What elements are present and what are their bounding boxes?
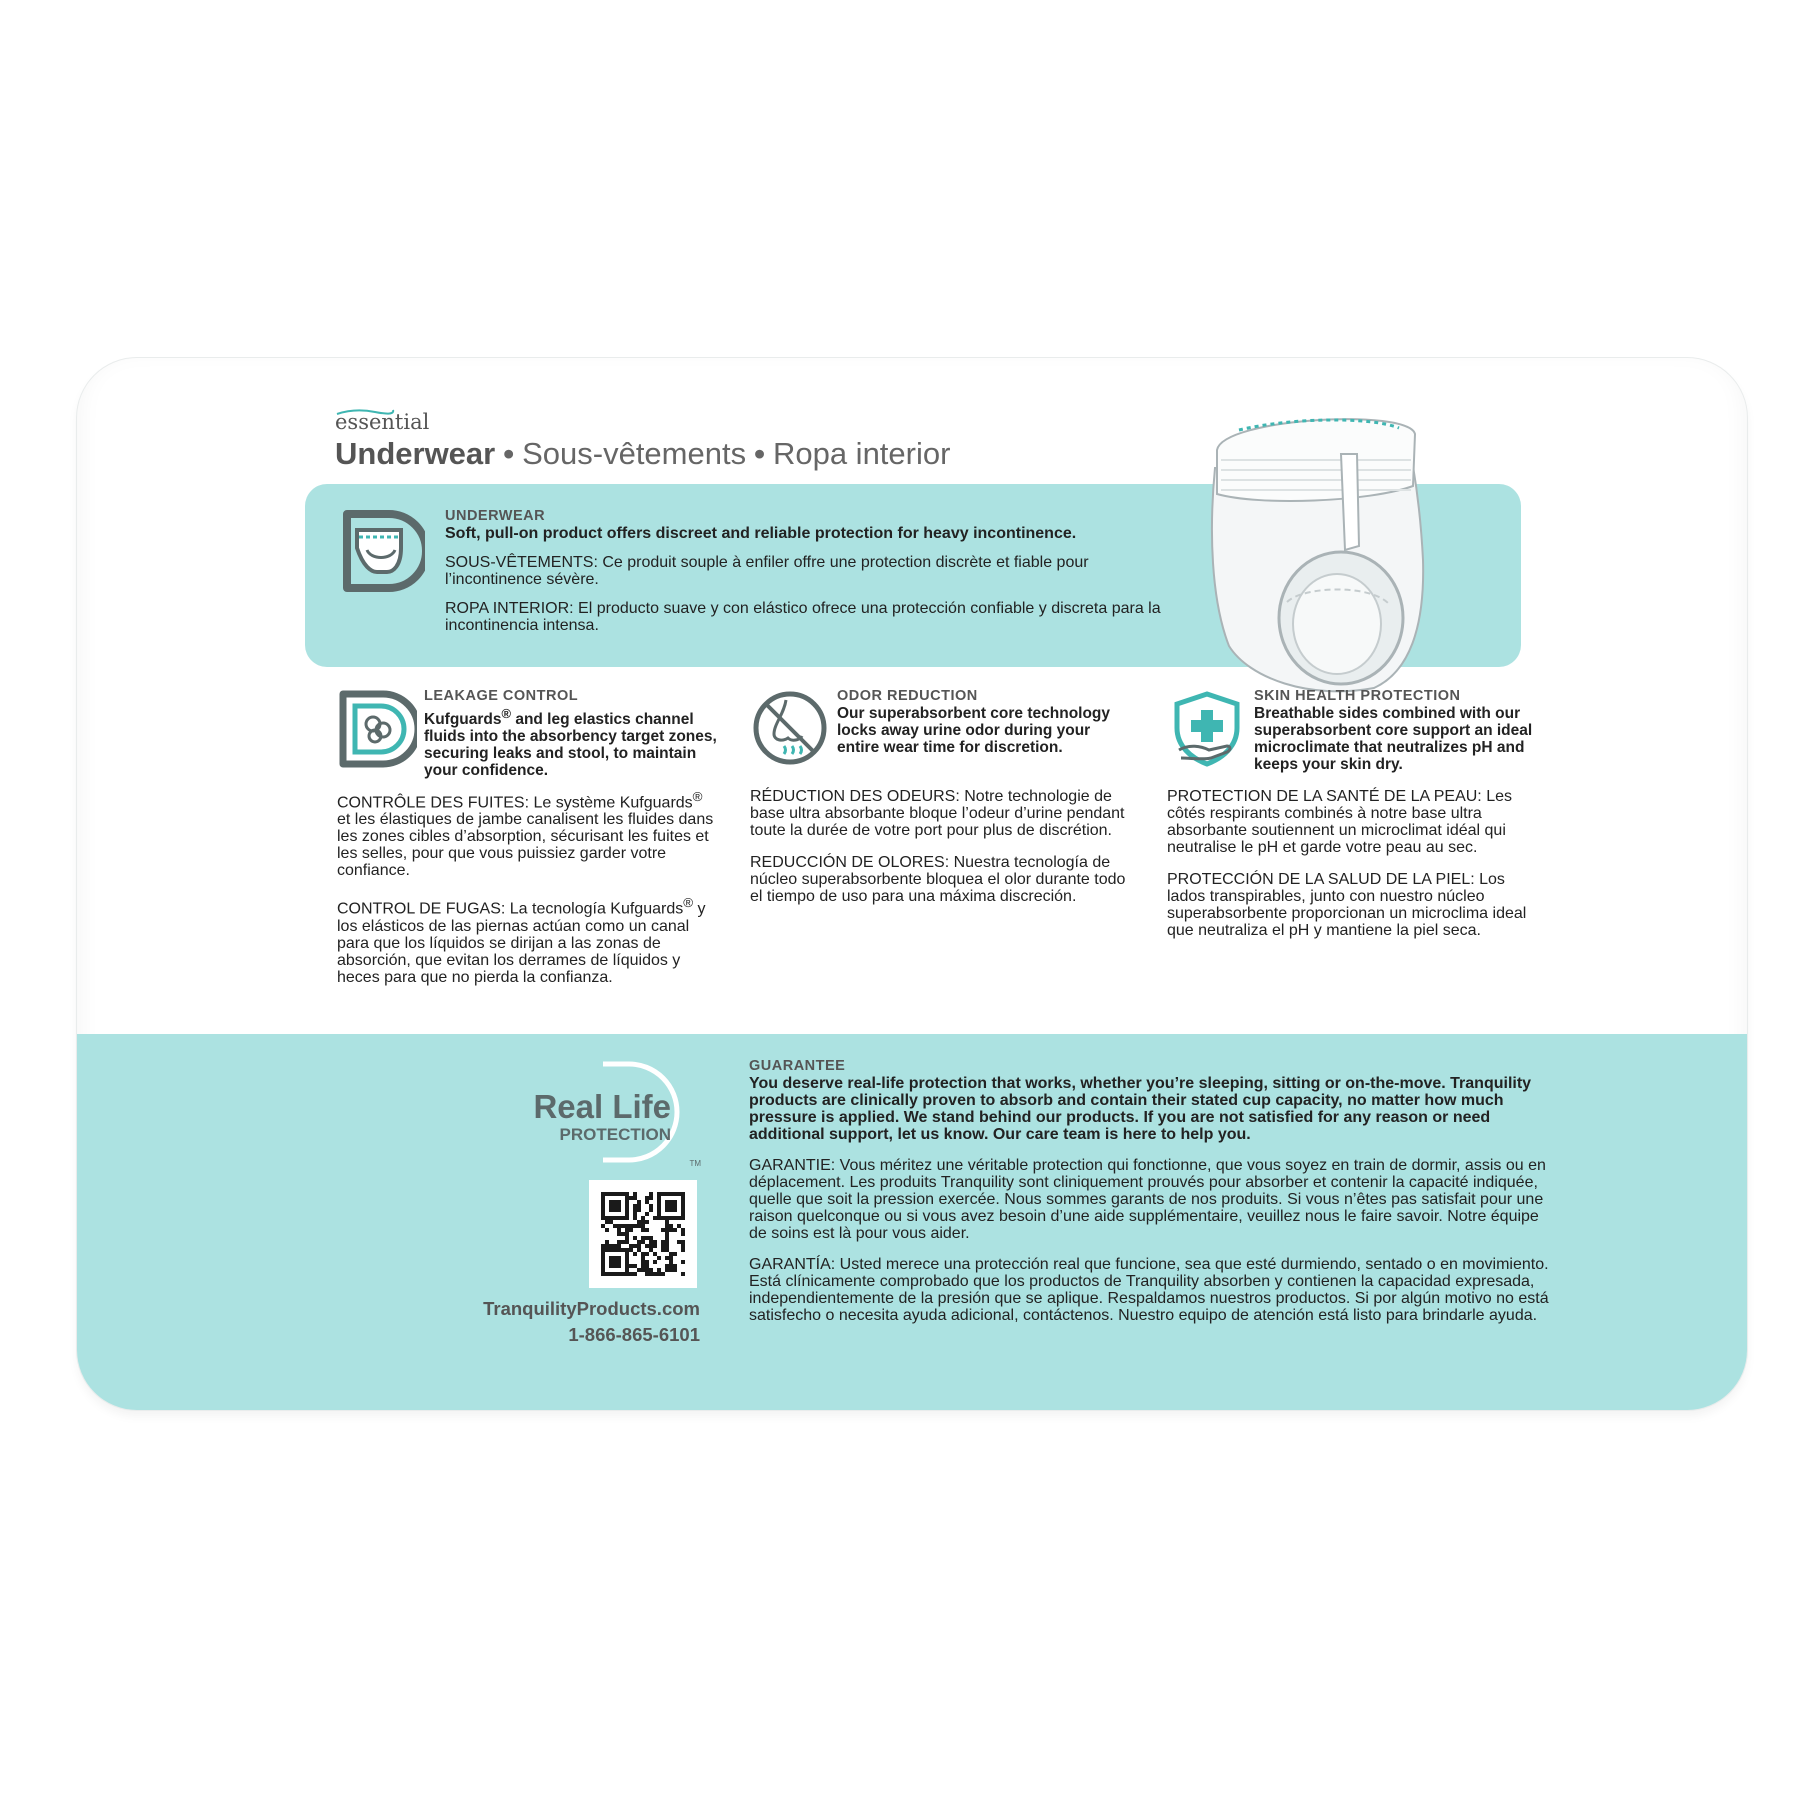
title-es: Ropa interior [772, 436, 951, 471]
qr-module [641, 1268, 645, 1272]
qr-module [625, 1232, 629, 1236]
qr-module [601, 1204, 605, 1208]
feature-text-fr: et les élastiques de jambe canalisent les fluides dans les zones cibles d’absorption, sécurisant les fuites et les selles, pour que vous puissiez garder votre confiance. [337, 811, 714, 880]
qr-module [609, 1208, 613, 1212]
qr-module [641, 1264, 645, 1268]
qr-module [625, 1272, 629, 1276]
title-separator: • [754, 436, 765, 471]
qr-module [653, 1272, 657, 1276]
product-description [445, 508, 1165, 646]
feature-leakage-control [337, 688, 717, 1001]
qr-module [633, 1216, 637, 1220]
qr-module [657, 1272, 661, 1276]
qr-module [645, 1200, 649, 1204]
guarantee-text-fr: GARANTIE: Vous méritez une véritable protection qui fonctionne, que vous soyez en train de dormir, assis ou en déplacement. Les produits Tranquility sont cliniquement prouvés pour absorber et contenir la capacité indiquée, quelle que soit la pression exercée. Nous sommes garants de nos produits. Si vous n’êtes pas satisfait pour une raison quelconque ou si vous avez besoin d’une aide supplémentaire, veuillez nous le faire savoir. Notre équipe de soins est là pour vous aider. [749, 1157, 1546, 1242]
qr-module [669, 1264, 673, 1268]
qr-module [629, 1244, 633, 1248]
qr-module [625, 1252, 629, 1256]
qr-module [637, 1208, 641, 1212]
qr-module [669, 1256, 673, 1260]
underwear-icon [341, 508, 425, 594]
qr-module [601, 1256, 605, 1260]
qr-module [645, 1220, 649, 1224]
qr-module [681, 1216, 685, 1220]
qr-module [669, 1216, 673, 1220]
qr-module [625, 1268, 629, 1272]
qr-module [665, 1264, 669, 1268]
qr-module [637, 1200, 641, 1204]
qr-module [629, 1228, 633, 1232]
qr-module [625, 1240, 629, 1244]
qr-module [601, 1272, 605, 1276]
qr-module [601, 1252, 605, 1256]
qr-module [681, 1196, 685, 1200]
qr-module [641, 1236, 645, 1240]
qr-module [665, 1268, 669, 1272]
qr-module [617, 1200, 621, 1204]
qr-module [621, 1232, 625, 1236]
qr-module [609, 1272, 613, 1276]
qr-module [677, 1216, 681, 1220]
qr-module [625, 1256, 629, 1260]
qr-module [641, 1216, 645, 1220]
product-text-en: Soft, pull-on product offers discreet and reliable protection for heavy incontinence. [445, 525, 1077, 542]
qr-module [613, 1216, 617, 1220]
qr-module [669, 1268, 673, 1272]
qr-module [653, 1252, 657, 1256]
qr-module [637, 1224, 641, 1228]
qr-module [601, 1224, 605, 1228]
qr-module [641, 1256, 645, 1260]
qr-module [621, 1248, 625, 1252]
feature-text-en: Our superabsorbent core technology locks away urine odor during your entire wear time for discretion. [837, 705, 1111, 756]
qr-module [681, 1272, 685, 1276]
qr-module [609, 1256, 613, 1260]
qr-module [657, 1204, 661, 1208]
feature-text-en: Breathable sides combined with our superabsorbent core support an ideal microclimate that neutralizes pH and keeps your skin dry. [1254, 705, 1533, 773]
qr-module [625, 1192, 629, 1196]
qr-module [665, 1220, 669, 1224]
qr-module [609, 1200, 613, 1204]
qr-module [649, 1248, 653, 1252]
product-heading: UNDERWEAR [445, 508, 546, 524]
qr-module [605, 1244, 609, 1248]
skin-health-icon [1167, 688, 1247, 768]
feature-text-es: CONTROL DE FUGAS: La tecnología Kufguards [337, 900, 684, 918]
qr-module [661, 1248, 665, 1252]
qr-module [617, 1244, 621, 1248]
qr-module [665, 1192, 669, 1196]
qr-module [609, 1216, 613, 1220]
qr-module [601, 1248, 605, 1252]
qr-module [669, 1192, 673, 1196]
qr-module [641, 1224, 645, 1228]
qr-module [605, 1248, 609, 1252]
qr-module [645, 1264, 649, 1268]
qr-module [633, 1244, 637, 1248]
qr-module [625, 1228, 629, 1232]
qr-module [661, 1244, 665, 1248]
qr-module [605, 1216, 609, 1220]
qr-module [613, 1256, 617, 1260]
qr-module [649, 1240, 653, 1244]
qr-module [669, 1260, 673, 1264]
qr-module [601, 1244, 605, 1248]
trademark: TM [689, 1159, 701, 1168]
qr-module [621, 1224, 625, 1228]
qr-code-icon [601, 1192, 685, 1276]
qr-module [617, 1224, 621, 1228]
qr-module [633, 1204, 637, 1208]
qr-module [621, 1216, 625, 1220]
qr-module [681, 1228, 685, 1232]
qr-module [625, 1248, 629, 1252]
feature-heading: ODOR REDUCTION [837, 688, 978, 704]
qr-module [625, 1204, 629, 1208]
qr-module [637, 1244, 641, 1248]
feature-text-en: and leg elastics channel fluids into the absorbency target zones, securing leaks and stool, to maintain your confidence. [424, 711, 717, 780]
title-separator: • [503, 436, 515, 471]
qr-module [673, 1264, 677, 1268]
qr-module [625, 1260, 629, 1264]
qr-module [645, 1268, 649, 1272]
qr-module [645, 1272, 649, 1276]
qr-module [629, 1196, 633, 1200]
qr-module [633, 1264, 637, 1268]
qr-module [665, 1228, 669, 1232]
qr-module [657, 1192, 661, 1196]
qr-module [657, 1212, 661, 1216]
qr-module [665, 1204, 669, 1208]
qr-module [645, 1252, 649, 1256]
qr-module [601, 1192, 605, 1196]
qr-module [673, 1268, 677, 1272]
qr-module [681, 1200, 685, 1204]
odor-reduction-icon [750, 688, 830, 768]
qr-module [621, 1192, 625, 1196]
qr-module [633, 1252, 637, 1256]
qr-module [641, 1228, 645, 1232]
qr-module [665, 1232, 669, 1236]
qr-code[interactable] [589, 1180, 697, 1288]
qr-module [649, 1272, 653, 1276]
qr-module [617, 1216, 621, 1220]
qr-module [649, 1268, 653, 1272]
qr-module [665, 1236, 669, 1240]
qr-module [609, 1204, 613, 1208]
qr-module [641, 1240, 645, 1244]
qr-module [669, 1252, 673, 1256]
qr-module [653, 1244, 657, 1248]
qr-module [613, 1260, 617, 1264]
qr-module [641, 1260, 645, 1264]
qr-module [625, 1196, 629, 1200]
contact-info [377, 1296, 700, 1348]
qr-module [645, 1260, 649, 1264]
qr-module [617, 1228, 621, 1232]
qr-module [601, 1200, 605, 1204]
qr-module [617, 1260, 621, 1264]
guarantee-text-en: You deserve real-life protection that works, whether you’re sleeping, sitting or on-the-move. Tranquility products are clinically proven to absorb and contain their stated cup capacity, no matter how much pressure is applied. We stand behind our products. If you are not satisfied for any reason or need additional support, let us know. Our care team is here to help you. [749, 1075, 1532, 1143]
qr-module [629, 1272, 633, 1276]
qr-module [673, 1204, 677, 1208]
feature-text-en: Kufguards [424, 711, 502, 729]
qr-module [633, 1196, 637, 1200]
qr-module [613, 1204, 617, 1208]
feature-text-fr: PROTECTION DE LA SANTÉ DE LA PEAU: Les côtés respirants combinés à notre base ultra absorbante soutiennent un microclimat idéal qui neutralise le pH et garde votre peau au sec. [1167, 788, 1512, 856]
qr-module [661, 1272, 665, 1276]
qr-module [613, 1272, 617, 1276]
leakage-control-icon [337, 688, 417, 768]
qr-module [665, 1248, 669, 1252]
qr-module [629, 1264, 633, 1268]
qr-module [633, 1224, 637, 1228]
qr-module [617, 1240, 621, 1244]
qr-module [665, 1240, 669, 1244]
qr-module [665, 1224, 669, 1228]
qr-module [665, 1256, 669, 1260]
qr-module [681, 1192, 685, 1196]
qr-module [625, 1208, 629, 1212]
qr-module [609, 1192, 613, 1196]
feature-text-es: REDUCCIÓN DE OLORES: Nuestra tecnología de núcleo superabsorbente bloquea el olor durante todo el tiempo de uso para una máxima discreción. [750, 854, 1126, 905]
qr-module [613, 1224, 617, 1228]
qr-module [653, 1260, 657, 1264]
qr-module [621, 1240, 625, 1244]
qr-module [657, 1196, 661, 1200]
feature-odor-reduction [750, 688, 1130, 920]
qr-module [617, 1208, 621, 1212]
qr-module [673, 1208, 677, 1212]
qr-module [609, 1244, 613, 1248]
qr-module [617, 1192, 621, 1196]
qr-module [645, 1212, 649, 1216]
qr-module [661, 1216, 665, 1220]
qr-module [625, 1212, 629, 1216]
qr-module [601, 1216, 605, 1220]
qr-module [673, 1216, 677, 1220]
qr-module [625, 1200, 629, 1204]
registered-mark: ® [683, 895, 694, 911]
qr-module [657, 1268, 661, 1272]
qr-module [605, 1272, 609, 1276]
qr-module [625, 1224, 629, 1228]
qr-module [669, 1224, 673, 1228]
feature-skin-health [1167, 688, 1547, 954]
qr-module [601, 1260, 605, 1264]
qr-module [617, 1248, 621, 1252]
qr-module [617, 1272, 621, 1276]
qr-module [637, 1220, 641, 1224]
qr-module [637, 1268, 641, 1272]
qr-module [681, 1212, 685, 1216]
qr-module [609, 1264, 613, 1268]
qr-module [677, 1224, 681, 1228]
qr-module [617, 1264, 621, 1268]
feature-text-es: PROTECCIÓN DE LA SALUD DE LA PIEL: Los lados transpirables, junto con nuestro núcleo superabsorbente proporcionan un microclima ideal que neutraliza el pH y mantiene la piel seca. [1167, 871, 1527, 939]
title-fr: Sous-vêtements [522, 436, 747, 471]
product-title [335, 436, 950, 472]
qr-module [645, 1244, 649, 1248]
qr-module [601, 1264, 605, 1268]
qr-module [625, 1236, 629, 1240]
qr-module [633, 1192, 637, 1196]
qr-module [613, 1264, 617, 1268]
qr-module [681, 1240, 685, 1244]
qr-module [637, 1248, 641, 1252]
qr-module [625, 1264, 629, 1268]
qr-module [673, 1192, 677, 1196]
brand-name: essential [335, 410, 430, 434]
qr-module [661, 1192, 665, 1196]
qr-module [601, 1212, 605, 1216]
qr-module [657, 1200, 661, 1204]
guarantee-text-es: GARANTÍA: Usted merece una protección real que funcione, sea que esté durmiendo, sentado o en movimiento. Está clínicamente comprobado que los productos de Tranquility absorben y contienen la capacidad expresada, independientemente de la presión que se aplique. Respaldamos nuestros productos. Si por algún motivo no está satisfecho o necesita ayuda adicional, contáctenos. Nuestro equipo de atención está listo para brindarle ayuda. [749, 1256, 1549, 1324]
qr-module [673, 1252, 677, 1256]
qr-module [653, 1240, 657, 1244]
qr-module [673, 1200, 677, 1204]
qr-module [605, 1220, 609, 1224]
qr-module [665, 1216, 669, 1220]
qr-module [669, 1200, 673, 1204]
qr-module [681, 1208, 685, 1212]
registered-mark: ® [501, 706, 512, 721]
qr-module [605, 1240, 609, 1244]
product-text-es: ROPA INTERIOR: El producto suave y con elástico ofrece una protección confiable y discreta para la incontinencia intensa. [445, 600, 1161, 634]
qr-module [633, 1208, 637, 1212]
qr-module [681, 1244, 685, 1248]
badge-line2: PROTECTION [559, 1125, 671, 1144]
qr-module [649, 1204, 653, 1208]
qr-module [645, 1236, 649, 1240]
feature-heading: LEAKAGE CONTROL [424, 688, 579, 704]
qr-module [677, 1240, 681, 1244]
qr-module [617, 1256, 621, 1260]
qr-module [613, 1248, 617, 1252]
qr-module [629, 1248, 633, 1252]
qr-module [617, 1232, 621, 1236]
qr-module [681, 1204, 685, 1208]
qr-module [645, 1228, 649, 1232]
qr-module [681, 1260, 685, 1264]
qr-module [605, 1228, 609, 1232]
qr-module [649, 1244, 653, 1248]
qr-module [637, 1240, 641, 1244]
qr-module [669, 1208, 673, 1212]
qr-module [665, 1200, 669, 1204]
feature-heading: SKIN HEALTH PROTECTION [1254, 688, 1461, 704]
product-text-fr: SOUS-VÊTEMENTS: Ce produit souple à enfiler offre une protection discrète et fiable pour l’incontinence sévère. [445, 554, 1089, 588]
qr-module [641, 1220, 645, 1224]
qr-module [633, 1212, 637, 1216]
qr-module [649, 1192, 653, 1196]
qr-module [633, 1272, 637, 1276]
real-life-protection-logo [517, 1060, 717, 1170]
qr-module [617, 1204, 621, 1208]
qr-module [661, 1240, 665, 1244]
qr-module [669, 1204, 673, 1208]
package-back [77, 358, 1747, 1410]
qr-module [661, 1228, 665, 1232]
qr-module [625, 1216, 629, 1220]
qr-module [681, 1248, 685, 1252]
qr-module [637, 1204, 641, 1208]
qr-module [613, 1244, 617, 1248]
qr-module [629, 1224, 633, 1228]
guarantee-heading: GUARANTEE [749, 1058, 846, 1074]
website-link[interactable]: TranquilityProducts.com [483, 1298, 700, 1319]
qr-module [669, 1228, 673, 1232]
qr-module [641, 1252, 645, 1256]
qr-module [613, 1200, 617, 1204]
registered-mark: ® [692, 789, 703, 804]
qr-module [601, 1196, 605, 1200]
qr-module [649, 1196, 653, 1200]
qr-module [665, 1208, 669, 1212]
qr-module [605, 1192, 609, 1196]
underwear-product-illustration [1199, 410, 1431, 700]
qr-module [621, 1272, 625, 1276]
qr-module [681, 1232, 685, 1236]
title-en: Underwear [335, 436, 496, 471]
qr-module [601, 1268, 605, 1272]
qr-module [657, 1216, 661, 1220]
qr-module [613, 1208, 617, 1212]
qr-module [601, 1208, 605, 1212]
feature-text-fr: CONTRÔLE DES FUITES: Le système Kufguards [337, 794, 693, 812]
qr-module [673, 1228, 677, 1232]
feature-text-es: y los elásticos de las piernas actúan como un canal para que los líquidos se dirijan a las zonas de absorción, que evitan los derrames de líquidos y heces para que no pierda la confianza. [337, 900, 706, 986]
qr-module [645, 1196, 649, 1200]
qr-module [653, 1216, 657, 1220]
qr-module [657, 1208, 661, 1212]
qr-module [665, 1244, 669, 1248]
phone-number[interactable]: 1-866-865-6101 [568, 1324, 700, 1345]
qr-module [677, 1192, 681, 1196]
guarantee-section [749, 1058, 1549, 1338]
qr-module [613, 1192, 617, 1196]
qr-module [649, 1208, 653, 1212]
badge-line1: Real Life [533, 1088, 671, 1125]
feature-text-fr: RÉDUCTION DES ODEURS: Notre technologie de base ultra absorbante bloque l’odeur d’urine pendant toute la durée de votre port pour plus de discrétion. [750, 788, 1125, 839]
qr-module [609, 1260, 613, 1264]
qr-module [657, 1256, 661, 1260]
qr-module [649, 1236, 653, 1240]
qr-module [633, 1236, 637, 1240]
qr-module [609, 1248, 613, 1252]
qr-module [609, 1220, 613, 1224]
